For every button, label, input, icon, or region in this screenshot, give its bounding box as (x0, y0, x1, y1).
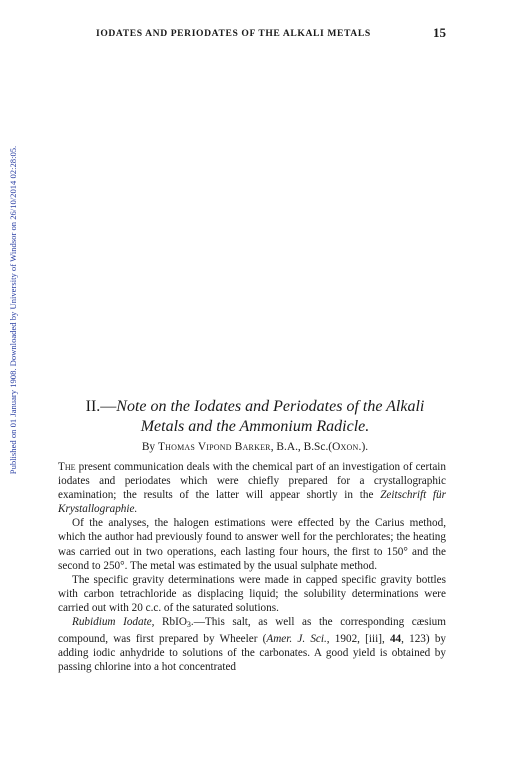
paragraph-introduction (58, 460, 446, 516)
byline-by: By (141, 441, 158, 453)
journal-name: Zeitschrift für Krystallographie. (58, 489, 446, 516)
running-head-title: IODATES AND PERIODATES OF THE ALKALI METALS (96, 28, 371, 39)
paragraph-analyses: Of the analyses, the halogen estimations were effected by the Carius method, which the author had previously found to answer well for the perchlorates; the heating was carried out in two operations, each lasting four hours, the first to 150° and the second to 250°. The metal was estimated by the usual sulphate method. (58, 517, 446, 572)
citation-year: , 1902, [iii], (326, 633, 390, 646)
paragraph-rubidium-iodate (58, 615, 446, 674)
author-degrees: , B.A., B.Sc.( (270, 441, 333, 453)
section-heading-rubidium-iodate: Rubidium Iodate, (72, 616, 155, 629)
author-name: Thomas Vipond Barker (157, 441, 271, 453)
page-number: 15 (433, 25, 446, 40)
download-notice (6, 100, 20, 520)
paragraph-lead-word: The (58, 461, 76, 473)
paper-title-line-2: Metals and the Ammonium Radicle. (140, 418, 370, 435)
citation-volume: 44 (389, 633, 402, 646)
running-head (96, 26, 446, 42)
paragraph-text: .—This salt, as well as the corresponding cæsium compound, was first prepared by Wheeler ( (58, 616, 446, 646)
author-university: Oxon. (332, 441, 362, 453)
download-notice-text: Published on 01 January 1908. Downloaded by University of Windsor on 26/10/2014 02:28:05. (8, 145, 18, 475)
citation-journal: Amer. J. Sci. (266, 633, 327, 646)
paragraph-specific-gravity: The specific gravity determinations were made in capped specific gravity bottles with carbon tetrachloride as displacing liquid; the solubility determinations were carried out with 20 c.c. of the saturated solutions. (58, 573, 446, 614)
paragraph-introduction-text: present communication deals with the chemical part of an investigation of certain iodates and periodates which were chiefly prepared for a crystallographic examination; the results of the latter will appear shortly in the (58, 461, 446, 502)
paper-title-line-1: Note on the Iodates and Periodates of the Alkali (116, 398, 425, 415)
paper-number: II.— (85, 398, 117, 415)
chemical-formula: RbIO (154, 616, 187, 629)
paragraph-text-continued: , 123) by adding iodic anhydride to solutions of the carbonates. A good yield is obtained by passing chlorine into a hot concentrated (58, 633, 447, 674)
paper-title (60, 397, 450, 437)
formula-subscript: 3 (186, 620, 191, 630)
byline-end: ). (361, 441, 369, 453)
byline (60, 441, 450, 453)
article-body (58, 460, 446, 674)
